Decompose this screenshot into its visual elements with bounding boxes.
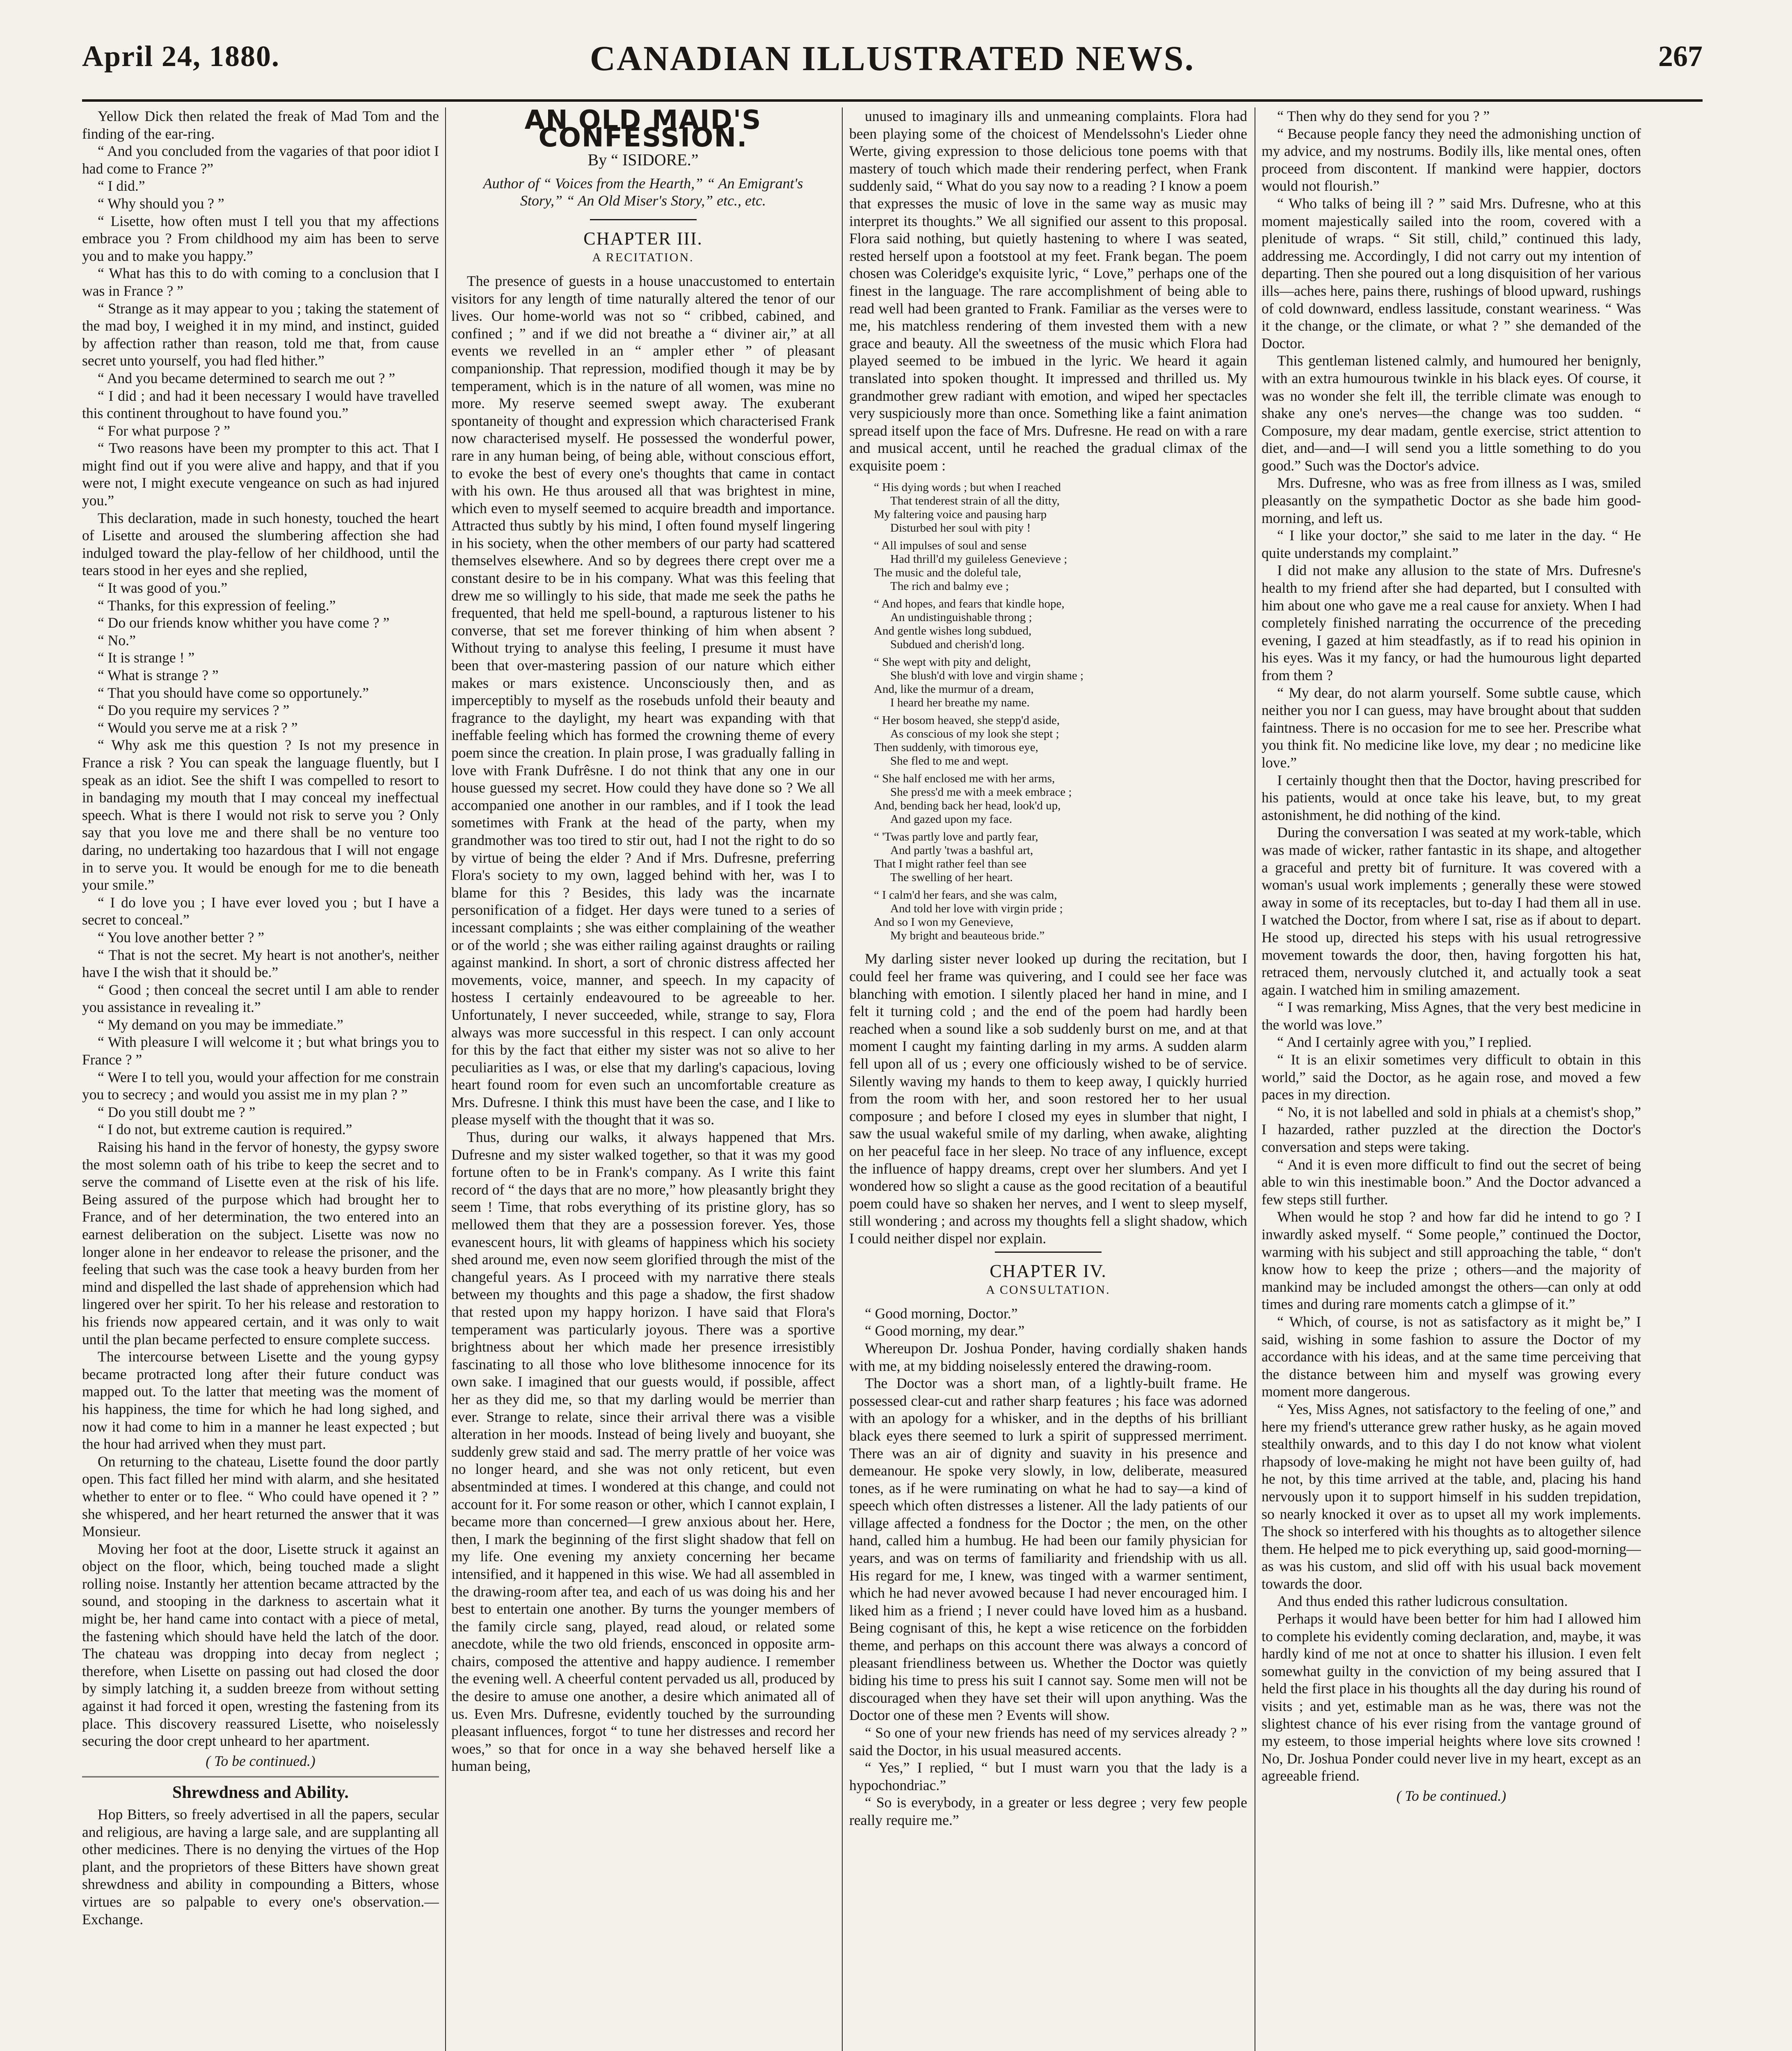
poem-line: And told her love with virgin pride ; bbox=[890, 902, 1063, 916]
to-be-continued: ( To be continued.) bbox=[206, 1752, 315, 1769]
paragraph: “ And I certainly agree with you,” I replied. bbox=[1277, 1034, 1532, 1051]
paragraph: “ I like your doctor,” she said to me later in the day. “ He quite understands my complaint.” bbox=[1262, 527, 1641, 561]
paragraph: “ Because people fancy they need the admonishing unction of my advice, and my nostrums. Bodily ills, like mental ones, often proceed from discontent. If mankind were happier, doctors would not flourish.” bbox=[1262, 125, 1641, 194]
poem-stanza bbox=[874, 888, 1231, 943]
poem-line: And partly 'twas a bashful art, bbox=[890, 844, 1033, 857]
paragraph: “ Do our friends know whither you have come ? ” bbox=[98, 614, 390, 631]
poem-line: She press'd me with a meek embrace ; bbox=[890, 786, 1072, 799]
paragraph: And thus ended this rather ludicrous consultation. bbox=[1277, 1593, 1568, 1610]
paragraph: “ That you should have come so opportunely.” bbox=[98, 684, 369, 701]
paragraph: “ Strange as it may appear to you ; taking the statement of the mad boy, I weighed it in my mind, and instinct, guided by affection rather than reason, told me that, from cause secret unto yourself, you had fled hither.” bbox=[82, 300, 439, 369]
chapter-subtitle: A CONSULTATION. bbox=[986, 1283, 1111, 1297]
poem-excerpt bbox=[874, 481, 1231, 943]
paragraph: Mrs. Dufresne, who was as free from illness as I was, smiled pleasantly on the sympathetic Doctor as she bade him good-morning, and left us. bbox=[1262, 475, 1641, 526]
paragraph: “ It was good of you.” bbox=[98, 580, 228, 596]
paragraph: “ What is strange ? ” bbox=[98, 667, 219, 683]
paragraph: “ I do love you ; I have ever loved you ; but I have a secret to conceal.” bbox=[82, 894, 439, 928]
poem-stanza bbox=[874, 714, 1231, 768]
ad-paragraph: Hop Bitters, so freely advertised in all the papers, secular and religious, are having a large sale, and are supplanting all other medicines. There is no denying the virtues of the Hop plant, and the proprietors of these Bitters have shown great shrewdness and ability in compounding a Bitters, whose virtues are so palpable to every one's observation.—Exchange. bbox=[82, 1806, 439, 1928]
paragraph: “ Then why do they send for you ? ” bbox=[1277, 108, 1490, 124]
poem-stanza bbox=[874, 481, 1231, 535]
paragraph: “ Yes, Miss Agnes, not satisfactory to the feeling of one,” and here my friend's utterance grew rather husky, as he again moved stealthily onwards, and to this day I do not know what violent rhapsody of love-making he might not have been guilty of, had he not, by this time arrived at the table, and, placing his hand nervously upon it to support himself in his sudden trepidation, so nearly knocked it over as to upset all my work implements. The shock so interfered with his thoughts as to altogether silence them. He helped me to pick everything up, said good-morning—as was his custom, and slid off with his usual back movement towards the door. bbox=[1262, 1400, 1641, 1592]
column-rule bbox=[842, 107, 843, 2051]
poem-line: “ I calm'd her fears, and she was calm, bbox=[874, 888, 1057, 902]
poem-line: She fled to me and wept. bbox=[890, 754, 1009, 768]
paragraph: “ Two reasons have been my prompter to this act. That I might find out if you were alive and happy, and that if you were not, I might execute vengeance on such as had injured you.” bbox=[82, 440, 439, 509]
poem-line: “ 'Twas partly love and partly fear, bbox=[874, 830, 1038, 844]
paragraph: “ So is everybody, in a greater or less degree ; very few people really require me.” bbox=[849, 1794, 1247, 1828]
paragraph: The Doctor was a short man, of a lightly-built frame. He possessed clear-cut and rather sharp features ; his face was adorned with an apology for a whisker, and in the depths of his brilliant black eyes there seemed to lurk a spirit of suppressed merriment. There was an air of dignity and suavity in his presence and demeanour. He spoke very slowly, in low, deliberate, measured tones, as if he were ruminating on what he had to say—a kind of speech which often distresses a listener. All the lady patients of our village affected a fondness for the Doctor ; the men, on the other hand, called him a humbug. He had been our family physician for years, and was on terms of familiarity and friendship with us all. His regard for me, I knew, was tinged with a warmer sentiment, which he had never avowed because I had never encouraged him. I liked him as a friend ; I never could have loved him as a husband. Being cognisant of this, he kept a wise reticence on the forbidden theme, and perhaps on this account there was always a concord of pleasant friendliness between us. Whether the Doctor was quietly biding his time to press his suit I cannot say. Some men will not be discouraged when they have set their will upon anything. Was the Doctor one of these men ? Events will show. bbox=[849, 1375, 1247, 1724]
divider bbox=[995, 1252, 1102, 1253]
paragraph: “ Good morning, Doctor.” bbox=[865, 1305, 1018, 1322]
divider bbox=[590, 219, 697, 220]
poem-line: Subdued and cherish'd long. bbox=[890, 638, 1025, 651]
chapter-4-text-continued bbox=[1262, 107, 1641, 1785]
chapter-heading: CHAPTER III. bbox=[583, 228, 703, 249]
paragraph: This declaration, made in such honesty, touched the heart of Lisette and aroused the slumbering affection she had indulged toward the play-fellow of her childhood, until the tears stood in her eyes and she replied, bbox=[82, 509, 439, 579]
poem-line: And so I won my Genevieve, bbox=[874, 916, 1013, 929]
poem-line: That tenderest strain of all the ditty, bbox=[890, 494, 1060, 508]
poem-stanza bbox=[874, 539, 1231, 593]
column-1 bbox=[82, 107, 439, 2051]
paragraph: “ I was remarking, Miss Agnes, that the very best medicine in the world was love.” bbox=[1262, 999, 1641, 1033]
poem-line: “ And hopes, and fears that kindle hope, bbox=[874, 597, 1065, 611]
author-note: Author of “ Voices from the Hearth,” “ An Emigrant's Story,” “ An Old Miser's Story,” etc., etc. bbox=[483, 175, 803, 209]
paragraph: “ Why should you ? ” bbox=[98, 195, 224, 212]
poem-line: Then suddenly, with timorous eye, bbox=[874, 741, 1038, 754]
paragraph: This gentleman listened calmly, and humoured her benignly, with an extra humourous twinkle in his black eyes. Of course, it was no wonder she felt ill, the terrible climate was enough to shake any one's nerves—the change was too sudden. “ Composure, my dear madam, gentle exercise, strict attention to diet, and—and—I will send you a little something to do you good.” Such was the Doctor's advice. bbox=[1262, 352, 1641, 474]
paragraph: “ Why ask me this question ? Is not my presence in France a risk ? You can speak the language fluently, but I speak as an idiot. See the shift I was compelled to resort to in bandaging my mouth that I may conceal my ineffectual speech. What is there I would not risk to serve you ? Only say that you love me and there shall be no venture too daring, no undertaking too hazardous that I will not engage in to serve you. It would be enough for me to die beneath your smile.” bbox=[82, 737, 439, 893]
paragraph: “ Do you still doubt me ? ” bbox=[98, 1103, 256, 1120]
paragraph: “ That is not the secret. My heart is not another's, neither have I the wish that it should be.” bbox=[82, 946, 439, 981]
serial-story-text bbox=[82, 107, 439, 1750]
poem-line: Disturbed her soul with pity ! bbox=[890, 521, 1031, 535]
poem-line: “ His dying words ; but when I reached bbox=[874, 481, 1061, 494]
chapter-3-text bbox=[451, 272, 835, 1775]
poem-line: That I might rather feel than see bbox=[874, 857, 1027, 871]
poem-stanza bbox=[874, 597, 1231, 651]
poem-line: “ She half enclosed me with her arms, bbox=[874, 772, 1055, 786]
chapter-3-text-continued bbox=[849, 107, 1247, 474]
chapter-heading: CHAPTER IV. bbox=[990, 1261, 1107, 1281]
poem-line: An undistinguishable throng ; bbox=[890, 611, 1032, 624]
paragraph: “ What has this to do with coming to a conclusion that I was in France ? ” bbox=[82, 265, 439, 299]
paragraph: “ For what purpose ? ” bbox=[98, 422, 231, 439]
paragraph: “ And you became determined to search me out ? ” bbox=[98, 370, 395, 386]
page-number: 267 bbox=[1658, 40, 1703, 73]
newspaper-title: CANADIAN ILLUSTRATED NEWS. bbox=[590, 39, 1195, 78]
paragraph: My darling sister never looked up during the recitation, but I could feel her frame was quivering, and I could see her face was blanching with emotion. I silently placed her hand in mine, and I felt it turning cold ; and the end of the poem had hardly been reached when a sound like a sob suddenly burst on me, and at that moment I caught my fainting darling in my arms. A sudden alarm fell upon all of us ; every one officiously wished to be of service. Silently waving my hands to them to keep away, I quickly hurried from the room with her, and soon restored her to her usual composure ; and before I closed my eyes in slumber that night, I saw the usual wakeful smile of my darling, when awake, alighting on her peaceful face in her sleep. No trace of any influence, except the influence of happy dreams, crept over her slumbers. And yet I wondered how so slight a cause as the good recitation of a beautiful poem could have so shaken her nerves, and I went to sleep myself, still wondering ; and across my thoughts fell a slight shadow, which I could neither dispel nor explain. bbox=[849, 950, 1247, 1247]
story-title: AN OLD MAID'S CONFESSION. bbox=[524, 107, 762, 153]
chapter-3-text-end bbox=[849, 950, 1247, 1247]
poem-line: And, bending back her head, look'd up, bbox=[874, 799, 1061, 813]
paragraph: “ Good morning, my dear.” bbox=[865, 1322, 1025, 1339]
poem-line: The music and the doleful tale, bbox=[874, 566, 1022, 580]
poem-line: “ All impulses of soul and sense bbox=[874, 539, 1027, 553]
issue-date: April 24, 1880. bbox=[82, 40, 280, 73]
poem-line: My bright and beauteous bride.” bbox=[890, 929, 1045, 943]
paragraph: “ It is strange ! ” bbox=[98, 649, 195, 666]
paragraph: During the conversation I was seated at my work-table, which was made of wicker, rather fantastic in its shape, and altogether a graceful and pretty bit of furniture. It was covered with a woman's usual work implements ; generally these were stowed away in some of its receptacles, but to-day I had them all in use. I watched the Doctor, from where I sat, rise as if about to depart. He stood up, directed his steps with his usual retrogressive movement towards the door, then, having forgotten his hat, retraced them, nervously clutched it, and actually took a seat again. I watched him in smiling amazement. bbox=[1262, 824, 1641, 998]
poem-line: I heard her breathe my name. bbox=[890, 696, 1030, 710]
paragraph: “ Which, of course, is not as satisfactory as it might be,” I said, wishing in some fashion to assure the Doctor of my accordance with his ideas, and at the same time perceiving that the distance between him and myself was growing every moment more dangerous. bbox=[1262, 1313, 1641, 1400]
column-2 bbox=[451, 107, 835, 2051]
column-rule bbox=[445, 107, 446, 2051]
paragraph: “ Lisette, how often must I tell you that my affections embrace you ? From childhood my aim has been to serve you and to make you happy.” bbox=[82, 212, 439, 264]
ad-body bbox=[82, 1806, 439, 1928]
paragraph: “ Were I to tell you, would your affection for me constrain you to secrecy ; and would you assist me in my plan ? ” bbox=[82, 1069, 439, 1103]
paragraph: The intercourse between Lisette and the young gypsy became protracted long after their future conduct was mapped out. To the latter that meeting was the moment of his happiness, the time for which he had long sighed, and now it had come to him in a manner he least expected ; but the hour had arrived when they must part. bbox=[82, 1348, 439, 1453]
paragraph: “ No.” bbox=[98, 632, 136, 649]
paragraph: Thus, during our walks, it always happened that Mrs. Dufresne and my sister walked together, so that it was my good fortune often to be in Frank's company. As I write this faint record of “ the days that are no more,” how pleasantly bright they seem ! Time, that robs everything of its pristine glory, has so mellowed them that they are a possession forever. Yes, those evanescent hours, lit with gleams of happiness which his society shed around me, even now seem glorified through the mist of the changeful years. As I proceed with my narrative there steals between my thoughts and this page a shadow, the first shadow that rested upon my happy horizon. I have said that Flora's temperament was particularly joyous. There was a sportive brightness about her which made her presence irresistibly fascinating to all those who love blithesome innocence for its own sake. I imagined that our guests would, if possible, affect her as they did me, so that my darling would be merrier than ever. Strange to relate, since their arrival there was a visible alteration in her moods. Instead of being lively and buoyant, she suddenly grew staid and sad. The merry prattle of her voice was no longer heard, and she was not only reticent, but even absentminded at times. I wondered at this change, and could not account for it. For some reason or other, which I cannot explain, I became more than concerned—I grew anxious about her. Here, then, I mark the beginning of the first slight shadow that fell on my life. One evening my anxiety concerning her became intensified, and it happened in this wise. We had all assembled in the drawing-room after tea, and each of us was doing his and her best to entertain one another. By turns the younger members of the family circle sang, played, read aloud, or related some anecdote, while the two old friends, ensconced in opposite arm-chairs, composed the attentive and happy audience. I remember the evening well. A cheerful content pervaded us all, produced by the desire to amuse one another, a desire which animated all of us. Even Mrs. Dufresne, evidently touched by the surrounding pleasant influences, forgot “ to tune her distresses and record her woes,” so that for once in a way she behaved herself like a human being, bbox=[451, 1129, 835, 1775]
paragraph: “ So one of your new friends has need of my services already ? ” said the Doctor, in his usual measured accents. bbox=[849, 1724, 1247, 1759]
paragraph: “ You love another better ? ” bbox=[98, 929, 265, 946]
paragraph: On returning to the chateau, Lisette found the door partly open. This fact filled her mind with alarm, and she hesitated whether to enter or to flee. “ Who could have opened it ? ” she whispered, and her heart returned the answer that it was Monsieur. bbox=[82, 1453, 439, 1540]
paragraph: “ With pleasure I will welcome it ; but what brings you to France ? ” bbox=[82, 1034, 439, 1068]
paragraph: “ Thanks, for this expression of feeling.” bbox=[98, 597, 336, 614]
poem-line: She blush'd with love and virgin shame ; bbox=[890, 669, 1084, 683]
poem-line: And gazed upon my face. bbox=[890, 813, 1013, 826]
poem-line: As conscious of my look she stept ; bbox=[890, 727, 1059, 741]
paragraph: Moving her foot at the door, Lisette struck it against an object on the floor, which, being touched made a slight rolling noise. Instantly her attention became attracted by the sound, and stooping in the darkness to ascertain what it might be, her hand came into contact with a piece of metal, the fastening which should have held the latch of the door. The chateau was dropping into decay from neglect ; therefore, when Lisette on passing out had closed the door by simply latching it, a sudden breeze from without setting against it had forced it open, wresting the fastening from its place. This discovery reassured Lisette, who noiselessly securing the door crept unheard to her apartment. bbox=[82, 1540, 439, 1750]
chapter-4-text bbox=[849, 1305, 1247, 1829]
poem-line: “ Her bosom heaved, she stepp'd aside, bbox=[874, 714, 1060, 727]
paragraph: I certainly thought then that the Doctor, having prescribed for his patients, would at once take his leave, but, to my great astonishment, he did nothing of the kind. bbox=[1262, 772, 1641, 823]
paragraph: “ I do not, but extreme caution is required.” bbox=[98, 1121, 352, 1138]
paragraph: unused to imaginary ills and unmeaning complaints. Flora had been playing some of the choicest of Mendelssohn's Lieder ohne Werte, giving expression to those delicious tone poems with that mastery of touch which made their rendering perfect, when Frank suddenly said, “ What do you say now to a reading ? I know a poem that expresses the music of love in the same way as music may interpret its thoughts.” We all signified our assent to this proposal. Flora said nothing, but quietly hastening to where I was seated, rested herself upon a footstool at my feet. Frank began. The poem chosen was Coleridge's exquisite lyric, “ Love,” perhaps one of the finest in the language. The rare accomplishment of being able to read well had been granted to Frank. Familiar as the verses were to me, his matchless rendering of them invested them with a new grace and beauty. All the sweetness of the music which Flora had played seemed to be imbued in the lyric. We heard it again translated into spoken thought. It impressed and thrilled us. My grandmother grew radiant with emotion, and wiped her spectacles very suspiciously more than once. Something like a faint animation spread itself upon the face of Mrs. Dufresne. He read on with a rare and musical accent, until he reached the gradual climax of the exquisite poem : bbox=[849, 108, 1247, 474]
poem-line: The rich and balmy eve ; bbox=[890, 580, 1009, 593]
paragraph: Yellow Dick then related the freak of Mad Tom and the finding of the ear-ring. bbox=[82, 108, 439, 142]
to-be-continued: ( To be continued.) bbox=[1396, 1788, 1506, 1804]
paragraph: “ My demand on you may be immediate.” bbox=[98, 1016, 343, 1033]
chapter-subtitle: A RECITATION. bbox=[592, 251, 694, 265]
poem-stanza bbox=[874, 655, 1231, 710]
paragraph: “ My dear, do not alarm yourself. Some subtle cause, which neither you nor I can guess, may have brought about that sudden faintness. There is no occasion for me to see her. Prescribe what you think fit. No medicine like love, my dear ; no medicine like love.” bbox=[1262, 684, 1641, 771]
poem-line: The swelling of her heart. bbox=[890, 871, 1013, 884]
masthead bbox=[82, 38, 1703, 102]
column-4 bbox=[1262, 107, 1641, 2051]
poem-line: Had thrill'd my guileless Genevieve ; bbox=[890, 553, 1067, 566]
paragraph: “ I did.” bbox=[98, 178, 145, 194]
paragraph: Whereupon Dr. Joshua Ponder, having cordially shaken hands with me, at my bidding noiselessly entered the drawing-room. bbox=[849, 1340, 1247, 1374]
paragraph: “ And it is even more difficult to find out the secret of being able to win this inestimable boon.” And the Doctor advanced a few steps still further. bbox=[1262, 1156, 1641, 1208]
paragraph: “ No, it is not labelled and sold in phials at a chemist's shop,” I hazarded, rather puzzled at the direction the Doctor's conversation and steps were taking. bbox=[1262, 1103, 1641, 1156]
paragraph: When would he stop ? and how far did he intend to go ? I inwardly asked myself. “ Some people,” continued the Doctor, warming with his subject and still approaching the table, “ don't know how to keep the prize ; others—and the majority of mankind may be included amongst the others—can only at odd times and during rare moments catch a glimpse of it.” bbox=[1262, 1208, 1641, 1313]
byline: By “ ISIDORE.” bbox=[587, 151, 699, 169]
paragraph: “ Who talks of being ill ? ” said Mrs. Dufresne, who at this moment majestically sailed into the room, covered with a plenitude of wraps. “ Sit still, child,” continued this lady, addressing me. Accordingly, I did not carry out my intention of departing. Then she poured out a long disquisition of her various ills—aches here, pains there, rushings of blood upward, rushings of cold downward, endless lassitude, constant weariness. “ Was it the change, or the climate, or what ? ” she demanded of the Doctor. bbox=[1262, 195, 1641, 352]
paragraph: I did not make any allusion to the state of Mrs. Dufresne's health to my friend after she had departed, but I consulted with him about one who gave me a real cause for anxiety. When I had completely finished narrating the occurrence of the preceding evening, I gazed at him steadfastly, as if to read his opinion in his eyes. Was it my fancy, or had the humourous light departed from them ? bbox=[1262, 562, 1641, 683]
column-3 bbox=[849, 107, 1247, 2051]
paragraph: Raising his hand in the fervor of honesty, the gypsy swore the most solemn oath of his tribe to keep the secret and to serve the command of Lisette even at the risk of his life. Being assured of the purpose which had brought her to France, and of her determination, the two entered into an earnest deliberation on the subject. Lisette was now no longer alone in her endeavor to release the prisoner, and the feeling that such was the case took a heavy burden from her mind and dispelled the last shade of apprehension which had lingered over her spirit. To her his release and restoration to his friends now appeared certain, and it was only to wait until the plan became perfected to ensure complete success. bbox=[82, 1139, 439, 1348]
paragraph: “ Would you serve me at a risk ? ” bbox=[98, 719, 298, 736]
ad-title: Shrewdness and Ability. bbox=[172, 1783, 349, 1802]
paragraph: Perhaps it would have been better for him had I allowed him to complete his evidently coming declaration, and, maybe, it was hardly kind of me not at once to shatter his illusion. I even felt somewhat guilty in the conviction of my being assured that I held the first place in his thoughts all the day during his round of visits ; and yet, estimable man as he was, there was not the slightest chance of his ever rising from the vantage ground of my esteem, to those imperial heights where love sits crowned ! No, Dr. Joshua Ponder could never live in my heart, except as an agreeable friend. bbox=[1262, 1610, 1641, 1784]
paragraph: “ Yes,” I replied, “ but I must warn you that the lady is a hypochondriac.” bbox=[849, 1759, 1247, 1793]
section-divider bbox=[82, 1776, 439, 1777]
paragraph: The presence of guests in a house unaccustomed to entertain visitors for any length of time naturally altered the tenor of our lives. Our home-world was not so “ cribbed, cabined, and confined ; ” and if we did not breathe a “ diviner air,” at all events we revelled in an “ ampler ether ” of pleasant companionship. That repression, modified though it may be by temperament, which is in the nature of all women, was mine no more. My reserve seemed swept away. The exuberant spontaneity of thought and expression which characterised Frank now characterised myself. He possessed the wonderful power, rare in any human being, of being able, without conscious effort, to evoke the best of every one's thoughts that came in contact with his own. He thus aroused all that was brightest in mine, which even to myself seemed to acquire breadth and importance. Attracted thus subtly by his mind, I often found myself lingering in his society, when the other members of our party had scattered themselves elsewhere. And so by degrees there crept over me a constant desire to be in his company. What was this feeling that drew me so willingly to his side, that made me seek the paths he frequented, that held me spell-bound, a rapturous listener to his converse, that set me forever thinking of him when absent ? Without trying to analyse this feeling, I presume it must have been that over-mastering passion of our nature which either makes or mars existence. Unconsciously then, and as imperceptibly to myself as the rosebuds unfold their beauty and fragrance to the daylight, my heart was expanding with that ineffable feeling which has formed the crowning theme of every poem since the creation. In plain prose, I was gradually falling in love with Frank Dufrêsne. I do not think that any one in our house guessed my secret. How could they have done so ? We all accompanied one another in our rambles, and if I took the lead sometimes with Frank at the head of the party, when my grandmother was too tired to stir out, had I not the right to do so by virtue of being the elder ? And if Mrs. Dufresne, preferring Flora's society to my own, lagged behind with her, was I to blame for this ? Besides, this lady was the incarnate personification of a fidget. Her days were tuned to a series of incessant complaints ; she was either complaining of the weather or of the world ; she was either railing against draughts or railing against mankind. In short, a sort of chronic distress affected her movements, voice, manner, and speech. In my capacity of hostess I certainly endeavoured to be agreeable to her. Unfortunately, I never succeeded, while, strange to say, Flora always was more successful in this respect. I can only account for this by the fact that either my sister was not so alive to her peculiarities as I was, or else that my darling's capacious, loving heart found room for even such an uncomfortable creature as Mrs. Dufresne. I think this must have been the case, and I like to please myself with the thought that it was so. bbox=[451, 272, 835, 1128]
poem-line: My faltering voice and pausing harp bbox=[874, 508, 1047, 521]
poem-stanza bbox=[874, 772, 1231, 826]
paragraph: “ Good ; then conceal the secret until I am able to render you assistance in revealing it.” bbox=[82, 981, 439, 1016]
paragraph: “ It is an elixir sometimes very difficult to obtain in this world,” said the Doctor, as he again rose, and moved a few paces in my direction. bbox=[1262, 1051, 1641, 1103]
poem-line: And, like the murmur of a dream, bbox=[874, 683, 1034, 696]
poem-line: And gentle wishes long subdued, bbox=[874, 624, 1032, 638]
paragraph: “ Do you require my services ? ” bbox=[98, 702, 290, 719]
paragraph: “ And you concluded from the vagaries of that poor idiot I had come to France ?” bbox=[82, 143, 439, 177]
paragraph: “ I did ; and had it been necessary I would have travelled this continent throughout to have found you.” bbox=[82, 387, 439, 422]
poem-line: “ She wept with pity and delight, bbox=[874, 655, 1031, 669]
poem-stanza bbox=[874, 830, 1231, 884]
